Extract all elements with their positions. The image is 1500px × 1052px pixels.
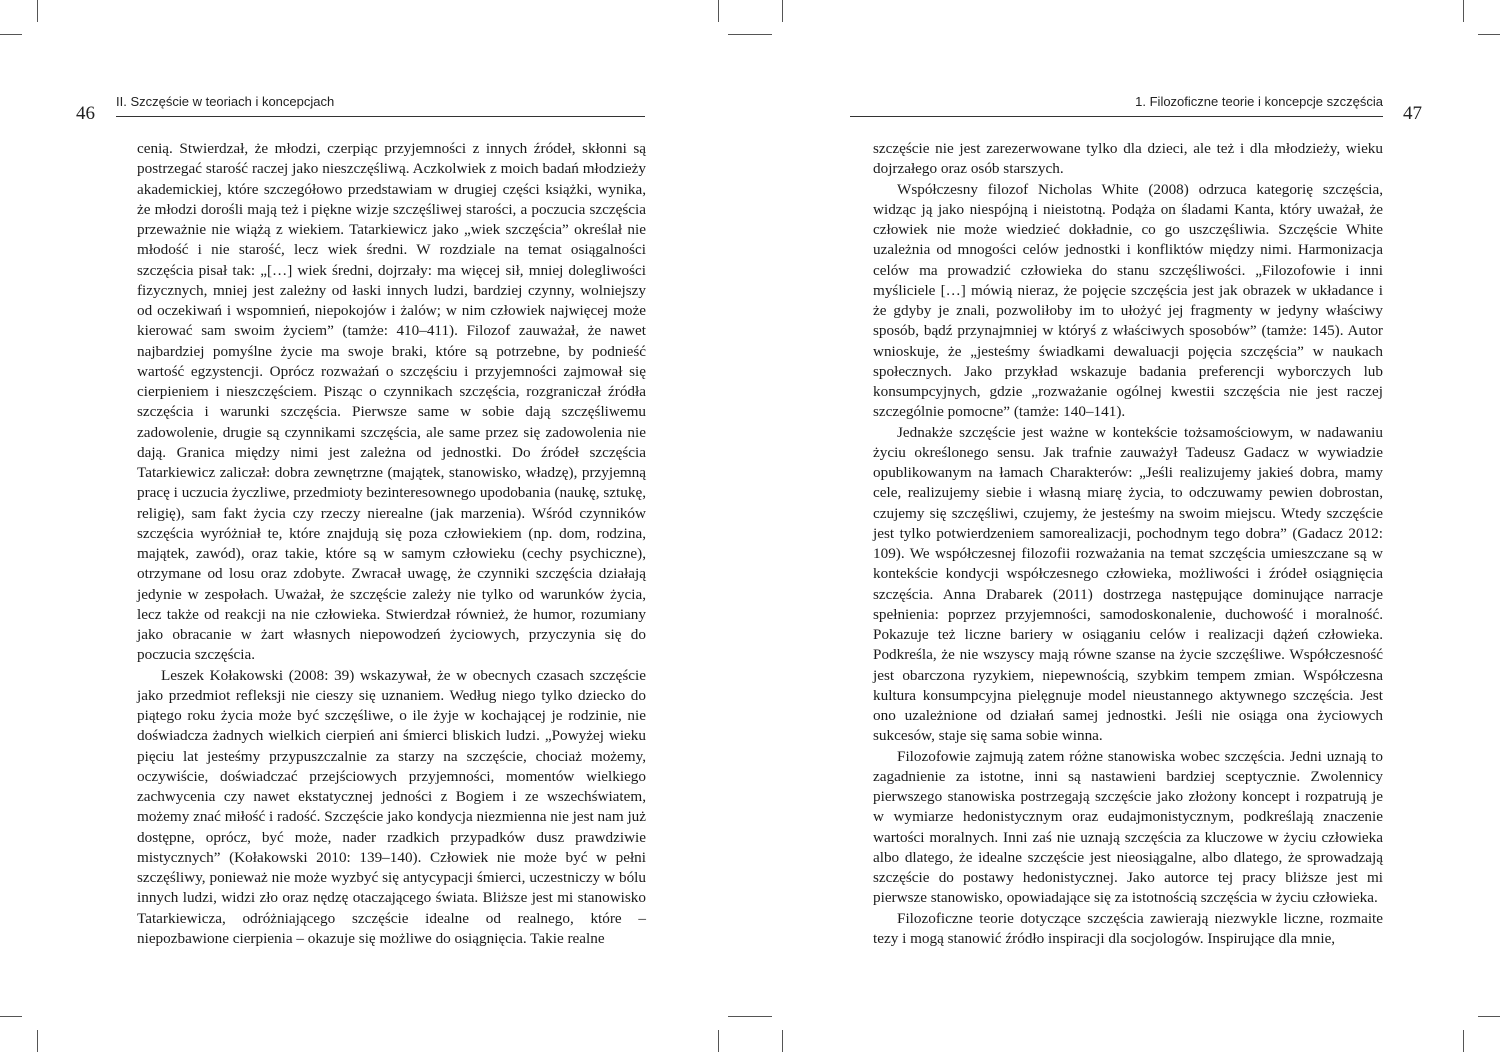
paragraph: Filozoficzne teorie dotyczące szczęścia zawierają niezwykle liczne, rozmaite tezy i mogą stanowić źródło inspiracji dla socjologów. Inspirujące dla mnie, (873, 909, 1383, 947)
paragraph: Jednakże szczęście jest ważne w kontekście tożsamościowym, w nadawaniu życiu określonego sensu. Jak trafnie zauważył Tadeusz Gadacz w wywiadzie opublikowanym na łamach Charakterów: „Jeśli realizujemy jakieś dobra, mamy cele, realizujemy siebie i własną miarę życia, to odczuwamy pewien dobrostan, czujemy się szczęśliwi, czujemy, że jesteśmy na swoim miejscu. Wtedy szczęście jest tylko potwierdzeniem samorealizacji, pochodnym tego dobra” (Gadacz 2012: 109). We współczesnej filozofii rozważania na temat szczęścia umieszczane są w kontekście kondycji współczesnego człowieka, możliwości i źródeł osiągnięcia szczęścia. Anna Drabarek (2011) dostrzega następujące dominujące narracje spełnienia: poprzez przyjemności, samodoskonalenie, duchowość i moralność. Pokazuje też liczne bariery w osiąganiu celów i realizacji dążeń człowieka. Podkreśla, że nie wszyscy mają równe szanse na życie szczęśliwe. Współczesność jest obarczona ryzykiem, niepewnością, szybkim tempem zmian. Współczesna kultura konsumpcyjna pielęgnuje model nieustannego aktywnego szczęścia. Jest ono uzależnione od działań samej jednostki. Jeśli nie osiąga ona życiowych sukcesów, staje się sama sobie winna. (873, 423, 1383, 745)
page-number: 46 (76, 103, 95, 124)
paragraph: Filozofowie zajmują zatem różne stanowiska wobec szczęścia. Jedni uznają to zagadnienie za istotne, inni są nastawieni bardziej sceptycznie. Zwolennicy pierwszego stanowiska postrzegają szczęście jako złożony koncept i rozpatrują je w wymiarze hedonistycznym oraz eudajmonistycznym, podkreślają znaczenie wartości moralnych. Inni zaś nie uznają szczęścia za kluczowe w życiu człowieka albo dlatego, że idealne szczęście jest nieosiągalne, albo dlatego, że sprowadzają szczęście do postawy hedonistycznej. Jako autorce tej pracy bliższe jest mi pierwsze stanowisko, opowiadające się za istotnością szczęścia w życiu człowieka. (873, 747, 1383, 907)
running-head: II. Szczęście w teoriach i koncepcjach (116, 94, 335, 109)
body-text (873, 139, 1383, 949)
header-rule (850, 116, 1383, 117)
paragraph: Leszek Kołakowski (2008: 39) wskazywał, że w obecnych czasach szczęście jako przedmiot refleksji nie cieszy się uznaniem. Według niego tylko dziecko do piątego roku życia może być szczęśliwe, o ile żyje w kochającej je rodzinie, nie doświadcza żadnych wielkich cierpień ani śmierci bliskich ludzi. „Powyżej wieku pięciu lat jesteśmy przypuszczalnie za starzy na szczęście, chociaż możemy, oczywiście, doświadczać przejściowych przyjemności, momentów wielkiego zachwycenia czy nawet ekstatycznej jedności z Bogiem i ze wszechświatem, możemy znać miłość i radość. Szczęście jako kondycja niezmienna nie jest nam już dostępne, oprócz, być może, nader rzadkich przypadków dusz prawdziwie mistycznych” (Kołakowski 2010: 139–140). Człowiek nie może być w pełni szczęśliwy, ponieważ nie może wyzbyć się antycypacji śmierci, uczestniczy w bólu innych ludzi, widzi zło oraz nędzę otaczającego świata. Bliższe jest mi stanowisko Tatarkiewicza, odróżniającego szczęście idealne od realnego, które – niepozbawione cierpienia – okazuje się możliwe do osiągnięcia. Takie realne (137, 666, 647, 947)
right-page (750, 0, 1500, 1052)
header-rule (116, 116, 645, 117)
paragraph: cenią. Stwierdzał, że młodzi, czerpiąc przyjemności z innych źródeł, skłonni są postrzegać starość raczej jako nieszczęśliwą. Aczkolwiek z moich badań młodzieży akademickiej, które szczegółowo przedstawiam w drugiej części książki, wynika, że młodzi dorośli mają też i piękne wizje szczęśliwej starości, a poczucia szczęścia przeważnie nie wiążą z wiekiem. Tatarkiewicz jako „wiek szczęścia” określał nie młodość i nie starość, lecz wiek średni. W rozdziale na temat osiągalności szczęścia pisał tak: „[…] wiek średni, dojrzały: ma więcej sił, mniej dolegliwości fizycznych, mniej jest zależny od łaski innych ludzi, bardziej czynny, wolniejszy od oczekiwań i wspomnień, niepokojów i żalów; w nim człowiek najwięcej może kierować sam swoim życiem” (tamże: 410–411). Filozof zauważał, że nawet najbardziej pomyślne życie ma swoje braki, które są potrzebne, by podnieść wartość egzystencji. Oprócz rozważań o szczęściu i przyjemności zajmował się cierpieniem i nieszczęściem. Pisząc o czynnikach szczęścia, rozgraniczał źródła szczęścia i warunki szczęścia. Pierwsze same w sobie dają szczęśliwemu zadowolenie, drugie są czynnikami szczęścia, ale same przez się zadowolenia nie dają. Granica między nimi jest zależna od jednostki. Do źródeł szczęścia Tatarkiewicz zaliczał: dobra zewnętrzne (majątek, stanowisko, władzę), przyjemną pracę i uczucia życzliwe, przedmioty bezinteresownego upodobania (naukę, sztukę, religię), sam fakt życia czy rzeczy nierealne (jak marzenia). Wśród czynników szczęścia wyróżniał te, które znajdują się poza człowiekiem (np. dom, rodzina, majątek, zawód), oraz takie, które są w samym człowieku (cechy psychiczne), otrzymane od losu oraz zdobyte. Zwracał uwagę, że czynniki szczęścia działają jedynie w zespołach. Uważał, że szczęście zależy nie tylko od warunków życia, lecz także od reakcji na nie człowieka. Stwierdzał również, że humor, rozumiany jako obracanie w żart własnych niepowodzeń życiowych, przyczynia się do poczucia szczęścia. (137, 140, 646, 664)
page-number: 47 (1403, 103, 1422, 124)
paragraph: Współczesny filozof Nicholas White (2008) odrzuca kategorię szczęścia, widząc ją jako niespójną i nieistotną. Podąża on śladami Kanta, który uważał, że człowiek nie może wiedzieć dokładnie, co go uszczęśliwia. Szczęście White uzależnia od mnogości celów jednostki i konfliktów między nimi. Harmonizacja celów ma prowadzić człowieka do stanu szczęśliwości. „Filozofowie i inni myśliciele […] mówią nieraz, że pojęcie szczęścia jest jak obrazek w układance i że gdyby je znali, pozwoliłoby im to ułożyć jej fragmenty w jedyny właściwy sposób, bądź przynajmniej w któryś z właściwych sposobów” (tamże: 145). Autor wnioskuje, że „jesteśmy świadkami dewaluacji pojęcia szczęścia” w naukach społecznych. Jako przykład wskazuje badania preferencji wyborczych lub konsumpcyjnych, gdzie „rozważanie ogólnej kwestii szczęścia nie jest raczej szczególnie pomocne” (tamże: 140–141). (873, 180, 1383, 421)
paragraph: szczęście nie jest zarezerwowane tylko dla dzieci, ale też i dla młodzieży, wieku dojrzałego oraz osób starszych. (873, 140, 1383, 178)
body-text (137, 139, 646, 949)
running-head: 1. Filozoficzne teorie i koncepcje szczęścia (1135, 94, 1383, 109)
